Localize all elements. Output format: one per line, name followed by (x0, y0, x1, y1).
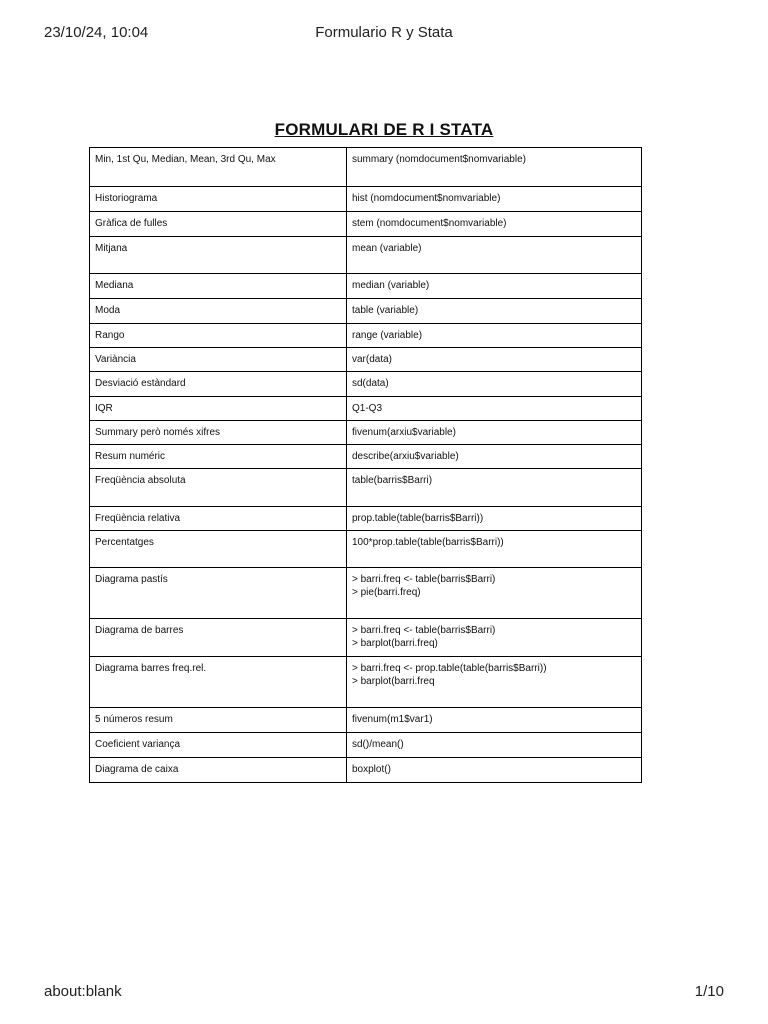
table-row (90, 469, 642, 507)
row-label: Resum numéric (90, 445, 347, 469)
table-row (90, 237, 642, 274)
row-command (347, 299, 642, 324)
table-row (90, 299, 642, 324)
row-label: Min, 1st Qu, Median, Mean, 3rd Qu, Max (90, 148, 347, 187)
command-line: sd(data) (352, 378, 389, 389)
row-command (347, 187, 642, 212)
table-row (90, 187, 642, 212)
row-command (347, 568, 642, 619)
row-command (347, 531, 642, 568)
command-line: summary (nomdocument$nomvariable) (352, 154, 526, 165)
formula-table (89, 147, 642, 783)
row-command (347, 212, 642, 237)
row-command (347, 348, 642, 372)
row-label: Rango (90, 324, 347, 348)
row-label: Mitjana (90, 237, 347, 274)
command-line: > barri.freq <- table(barris$Barri) (352, 625, 496, 636)
table-row (90, 657, 642, 708)
table-row (90, 708, 642, 733)
row-command (347, 397, 642, 421)
row-label: Freqüència relativa (90, 507, 347, 531)
row-command (347, 274, 642, 299)
command-line: hist (nomdocument$nomvariable) (352, 193, 501, 204)
row-label: 5 números resum (90, 708, 347, 733)
print-footer-page-number: 1/10 (694, 983, 724, 1000)
row-command (347, 657, 642, 708)
table-row (90, 445, 642, 469)
row-label: Desviació estàndard (90, 372, 347, 397)
command-line: > barri.freq <- prop.table(table(barris$Barri)) (352, 663, 547, 674)
table-row (90, 397, 642, 421)
table-row (90, 148, 642, 187)
command-line: stem (nomdocument$nomvariable) (352, 218, 507, 229)
table-row (90, 372, 642, 397)
command-line: fivenum(m1$var1) (352, 714, 433, 725)
row-command (347, 758, 642, 783)
row-command (347, 708, 642, 733)
command-line: 100*prop.table(table(barris$Barri)) (352, 537, 504, 548)
row-label: Diagrama de barres (90, 619, 347, 657)
row-command (347, 148, 642, 187)
row-command (347, 507, 642, 531)
row-command (347, 324, 642, 348)
row-label: Percentatges (90, 531, 347, 568)
table-row (90, 758, 642, 783)
command-line: table (variable) (352, 305, 419, 316)
table-row (90, 274, 642, 299)
row-command (347, 733, 642, 758)
command-line: mean (variable) (352, 243, 422, 254)
row-command (347, 237, 642, 274)
command-line: describe(arxiu$variable) (352, 451, 459, 462)
table-row (90, 507, 642, 531)
command-line: sd()/mean() (352, 739, 404, 750)
command-line: range (variable) (352, 330, 423, 341)
row-label: Coeficient variança (90, 733, 347, 758)
command-line: > barplot(barri.freq) (352, 638, 438, 649)
row-label: Freqüència absoluta (90, 469, 347, 507)
command-line: prop.table(table(barris$Barri)) (352, 513, 484, 524)
table-row (90, 348, 642, 372)
row-command (347, 372, 642, 397)
table-row (90, 619, 642, 657)
table-row (90, 212, 642, 237)
row-label: Variància (90, 348, 347, 372)
row-label: Historiograma (90, 187, 347, 212)
print-footer-url: about:blank (44, 983, 122, 1000)
row-command (347, 421, 642, 445)
table-row (90, 421, 642, 445)
command-line: median (variable) (352, 280, 430, 291)
print-header-title: Formulario R y Stata (315, 24, 453, 41)
table-row (90, 568, 642, 619)
table-row (90, 531, 642, 568)
row-command (347, 445, 642, 469)
row-command (347, 619, 642, 657)
command-line: table(barris$Barri) (352, 475, 433, 486)
row-label: Diagrama pastís (90, 568, 347, 619)
row-label: Gràfica de fulles (90, 212, 347, 237)
table-row (90, 733, 642, 758)
command-line: > barplot(barri.freq (352, 676, 435, 687)
row-label: Summary però només xifres (90, 421, 347, 445)
print-header-datetime: 23/10/24, 10:04 (44, 24, 149, 41)
command-line: > pie(barri.freq) (352, 587, 421, 598)
command-line: Q1-Q3 (352, 403, 383, 414)
row-label: Moda (90, 299, 347, 324)
command-line: var(data) (352, 354, 393, 365)
row-label: Mediana (90, 274, 347, 299)
row-command (347, 469, 642, 507)
row-label: Diagrama barres freq.rel. (90, 657, 347, 708)
row-label: IQR (90, 397, 347, 421)
command-line: > barri.freq <- table(barris$Barri) (352, 574, 496, 585)
command-line: boxplot() (352, 764, 391, 775)
document-title: FORMULARI DE R I STATA (274, 120, 494, 139)
command-line: fivenum(arxiu$variable) (352, 427, 456, 438)
table-row (90, 324, 642, 348)
row-label: Diagrama de caixa (90, 758, 347, 783)
